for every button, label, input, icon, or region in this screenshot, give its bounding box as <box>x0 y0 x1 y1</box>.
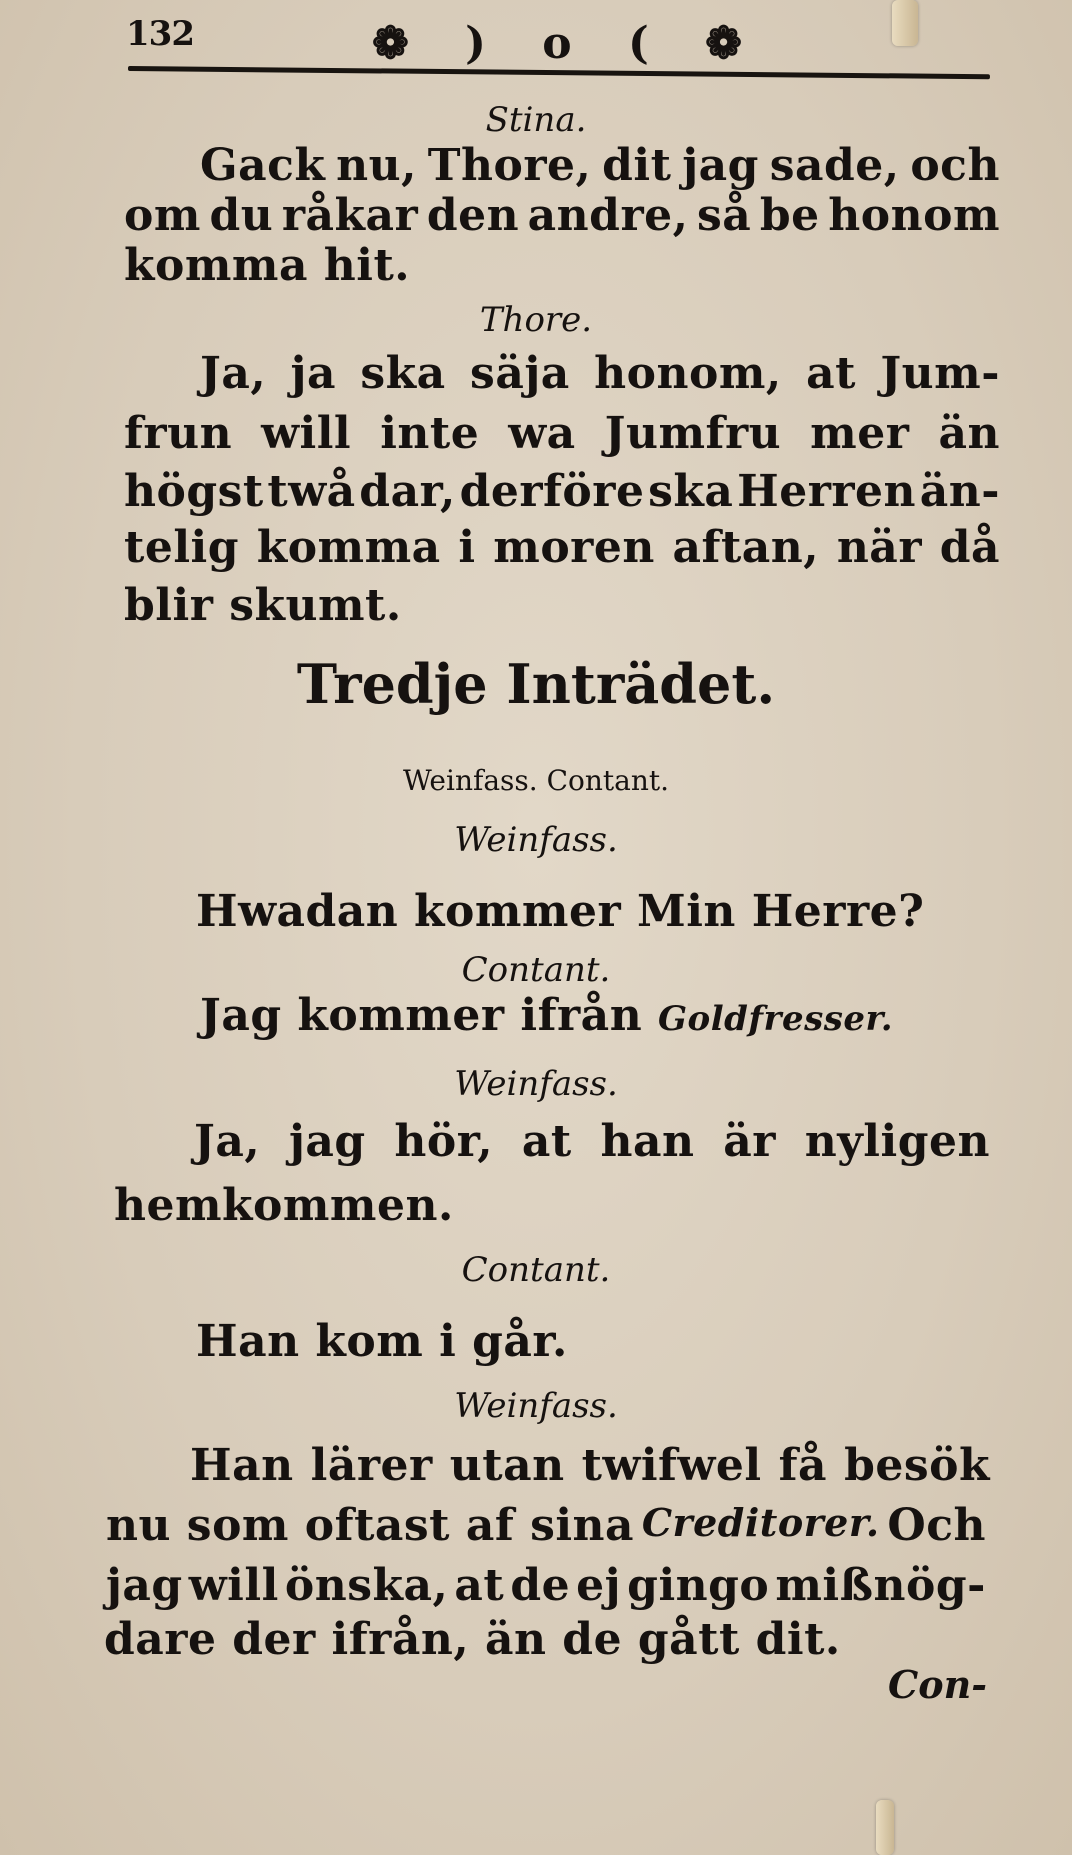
word: jag <box>682 140 759 191</box>
word: hör, <box>394 1116 494 1167</box>
text-line <box>106 1500 986 1551</box>
word: jag <box>288 1116 366 1167</box>
word: Gack <box>200 140 326 191</box>
word: och <box>910 140 1000 191</box>
word: derföre <box>459 466 645 517</box>
word: be <box>759 190 820 241</box>
word: så <box>697 190 752 241</box>
word: dar, <box>359 466 456 517</box>
word: om <box>124 190 201 241</box>
word: högst <box>124 466 264 517</box>
word: twifwel <box>581 1440 762 1491</box>
word: will <box>261 408 352 459</box>
word: twå <box>267 466 356 517</box>
word: mer <box>810 408 910 459</box>
text-line <box>200 990 893 1041</box>
text-line <box>124 190 1000 241</box>
word: aftan, <box>672 522 820 573</box>
flower-ornament-icon: ❁ <box>372 18 409 69</box>
text-span: nu som oftast af sina <box>106 1500 635 1551</box>
word: utan <box>449 1440 565 1491</box>
word: han <box>600 1116 695 1167</box>
word: will <box>188 1560 279 1611</box>
word: råkar <box>281 190 419 241</box>
word: mißnög- <box>775 1560 986 1611</box>
catchword: Con- <box>888 1662 987 1707</box>
text-line <box>200 348 1000 399</box>
text-line <box>194 1116 990 1167</box>
word: ja <box>290 348 336 399</box>
italic-name: Goldfresser. <box>658 999 894 1039</box>
word: dit <box>602 140 672 191</box>
ornament-paren-right: ) <box>465 18 486 69</box>
text-line: dare der ifrån, än de gått dit. <box>104 1614 841 1665</box>
word: Thore, <box>427 140 592 191</box>
text-line <box>124 466 1000 517</box>
speaker-name: Weinfass. <box>454 820 618 860</box>
word: ska <box>648 466 734 517</box>
speaker-name: Weinfass. <box>454 1386 618 1426</box>
word: komma <box>256 522 441 573</box>
speaker-name: Contant. <box>461 1250 611 1290</box>
speaker-name: Weinfass. <box>454 1064 618 1104</box>
word: då <box>939 522 1000 573</box>
paper-tab <box>876 1800 894 1855</box>
speaker-name: Stina. <box>485 100 587 140</box>
ornament-paren-left: ( <box>627 18 649 69</box>
word: besök <box>844 1440 990 1491</box>
word: är <box>723 1116 776 1167</box>
word: at <box>806 348 856 399</box>
flower-ornament-icon: ❁ <box>705 18 742 69</box>
word: at <box>521 1116 572 1167</box>
word: än <box>938 408 1000 459</box>
word: än- <box>919 466 1000 517</box>
speaker-name: Contant. <box>461 950 611 990</box>
word: honom <box>828 190 1000 241</box>
word: den <box>426 190 520 241</box>
word: jag <box>106 1560 183 1611</box>
word: Jum- <box>880 348 1000 399</box>
word: Ja, <box>200 348 267 399</box>
word: lärer <box>310 1440 433 1491</box>
word: sade, <box>769 140 900 191</box>
scene-heading: Tredje Inträdet. <box>296 652 776 716</box>
word: när <box>836 522 922 573</box>
text-line: komma hit. <box>124 240 411 291</box>
paper-tab <box>892 0 918 46</box>
page-number: 132 <box>126 14 194 54</box>
word: inte <box>380 408 480 459</box>
text-line: hemkommen. <box>114 1180 454 1231</box>
italic-word: Creditorer. <box>641 1500 880 1545</box>
word: andre, <box>527 190 689 241</box>
word: Ja, <box>194 1116 261 1167</box>
word: önska, <box>284 1560 449 1611</box>
text-span: Och <box>887 1500 986 1551</box>
text-line: Han kom i går. <box>196 1316 568 1367</box>
word: Han <box>190 1440 294 1491</box>
word: ej <box>576 1560 622 1611</box>
word: ska <box>360 348 446 399</box>
text-line: Hwadan kommer Min Herre? <box>196 886 925 937</box>
word: i <box>458 522 476 573</box>
stage-direction: Weinfass. Contant. <box>402 764 670 797</box>
text-line: blir skumt. <box>124 580 402 631</box>
word: nyligen <box>804 1116 990 1167</box>
speaker-name: Thore. <box>479 300 593 340</box>
word: telig <box>124 522 240 573</box>
word: Jumfru <box>604 408 782 459</box>
word: de <box>510 1560 571 1611</box>
text-line <box>124 408 1000 459</box>
word: frun <box>124 408 233 459</box>
text-line <box>200 140 1000 191</box>
word: at <box>454 1560 505 1611</box>
word: wa <box>508 408 576 459</box>
word: du <box>209 190 274 241</box>
text-span: Jag kommer ifrån <box>200 990 643 1041</box>
word: få <box>778 1440 828 1491</box>
word: moren <box>493 522 655 573</box>
word: nu, <box>336 140 417 191</box>
word: Herren <box>737 466 917 517</box>
text-line <box>190 1440 990 1491</box>
text-line <box>106 1560 986 1611</box>
ornament-circle: o <box>542 18 572 69</box>
header-ornament <box>372 14 742 74</box>
word: säja <box>470 348 570 399</box>
word: gingo <box>627 1560 770 1611</box>
word: honom, <box>594 348 782 399</box>
text-line <box>124 522 1000 573</box>
